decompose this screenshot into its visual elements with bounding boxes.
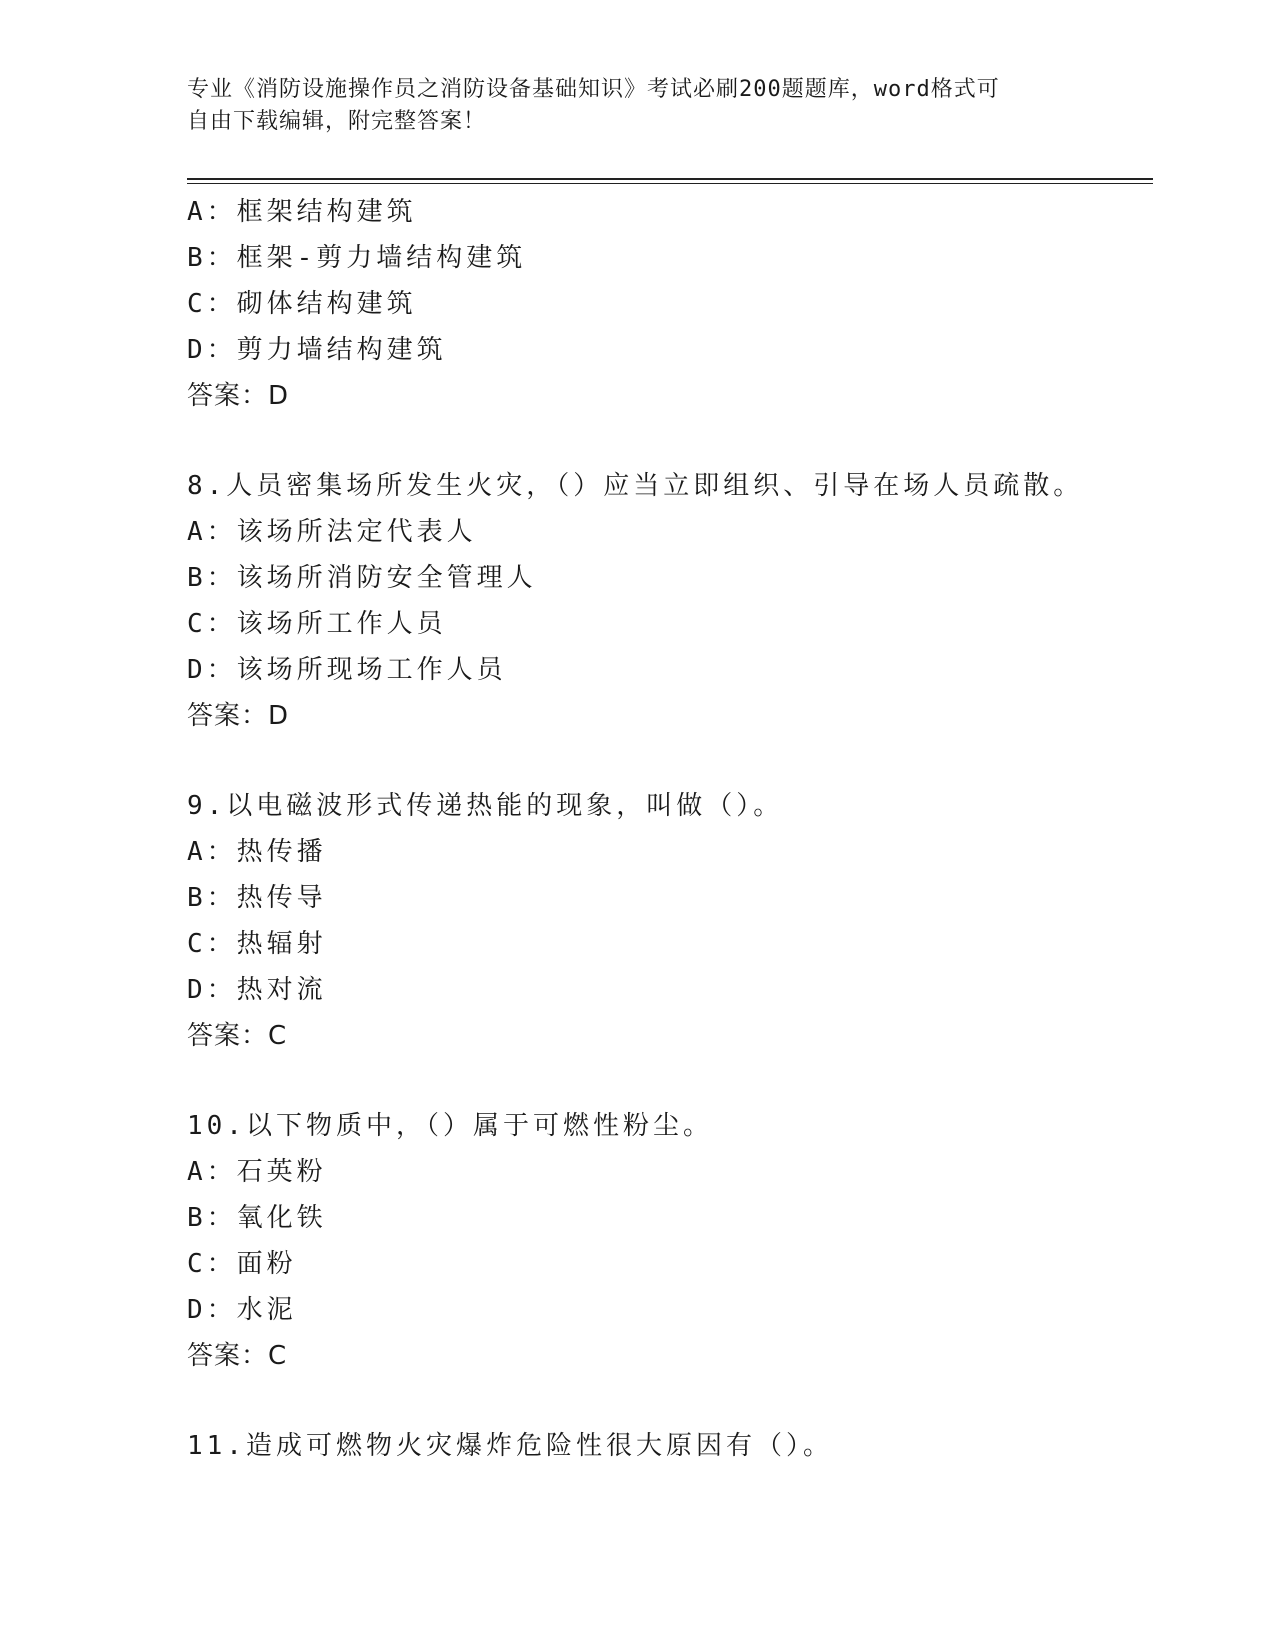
option-a: A：石英粉 <box>187 1157 327 1187</box>
header-divider-thick <box>187 178 1153 180</box>
option-c: C：热辐射 <box>187 929 327 959</box>
answer-text: 答案：D <box>187 381 290 411</box>
header-line-1: 专业《消防设施操作员之消防设备基础知识》考试必刷200题题库，word格式可 <box>187 77 1000 102</box>
question-text: 9.以电磁波形式传递热能的现象，叫做（）。 <box>187 791 784 821</box>
option-a: A：框架结构建筑 <box>187 197 417 227</box>
question-text: 8.人员密集场所发生火灾，（）应当立即组织、引导在场人员疏散。 <box>187 471 1084 501</box>
option-c: C：面粉 <box>187 1249 297 1279</box>
option-d: D：该场所现场工作人员 <box>187 655 507 685</box>
question-block-10 <box>187 1103 1147 1379</box>
option-d: D：热对流 <box>187 975 327 1005</box>
option-b: B：该场所消防安全管理人 <box>187 563 537 593</box>
option-a: A：该场所法定代表人 <box>187 517 477 547</box>
answer-text: 答案：C <box>187 1341 288 1371</box>
answer-text: 答案：C <box>187 1021 288 1051</box>
question-block-9 <box>187 783 1147 1059</box>
option-b: B：框架-剪力墙结构建筑 <box>187 243 527 273</box>
option-b: B：氧化铁 <box>187 1203 327 1233</box>
option-d: D：水泥 <box>187 1295 297 1325</box>
option-c: C：砌体结构建筑 <box>187 289 417 319</box>
question-text: 10.以下物质中，（）属于可燃性粉尘。 <box>187 1111 713 1141</box>
question-text: 11.造成可燃物火灾爆炸危险性很大原因有（）。 <box>187 1431 833 1461</box>
header-divider-thin <box>187 183 1153 184</box>
option-b: B：热传导 <box>187 883 327 913</box>
option-d: D：剪力墙结构建筑 <box>187 335 447 365</box>
document-header <box>187 74 1087 138</box>
question-block-11 <box>187 1423 1147 1469</box>
question-list <box>187 189 1147 1469</box>
option-c: C：该场所工作人员 <box>187 609 447 639</box>
header-line-2: 自由下载编辑，附完整答案！ <box>187 109 487 134</box>
option-a: A：热传播 <box>187 837 327 867</box>
answer-text: 答案：D <box>187 701 290 731</box>
question-block-7 <box>187 189 1147 419</box>
question-block-8 <box>187 463 1147 739</box>
